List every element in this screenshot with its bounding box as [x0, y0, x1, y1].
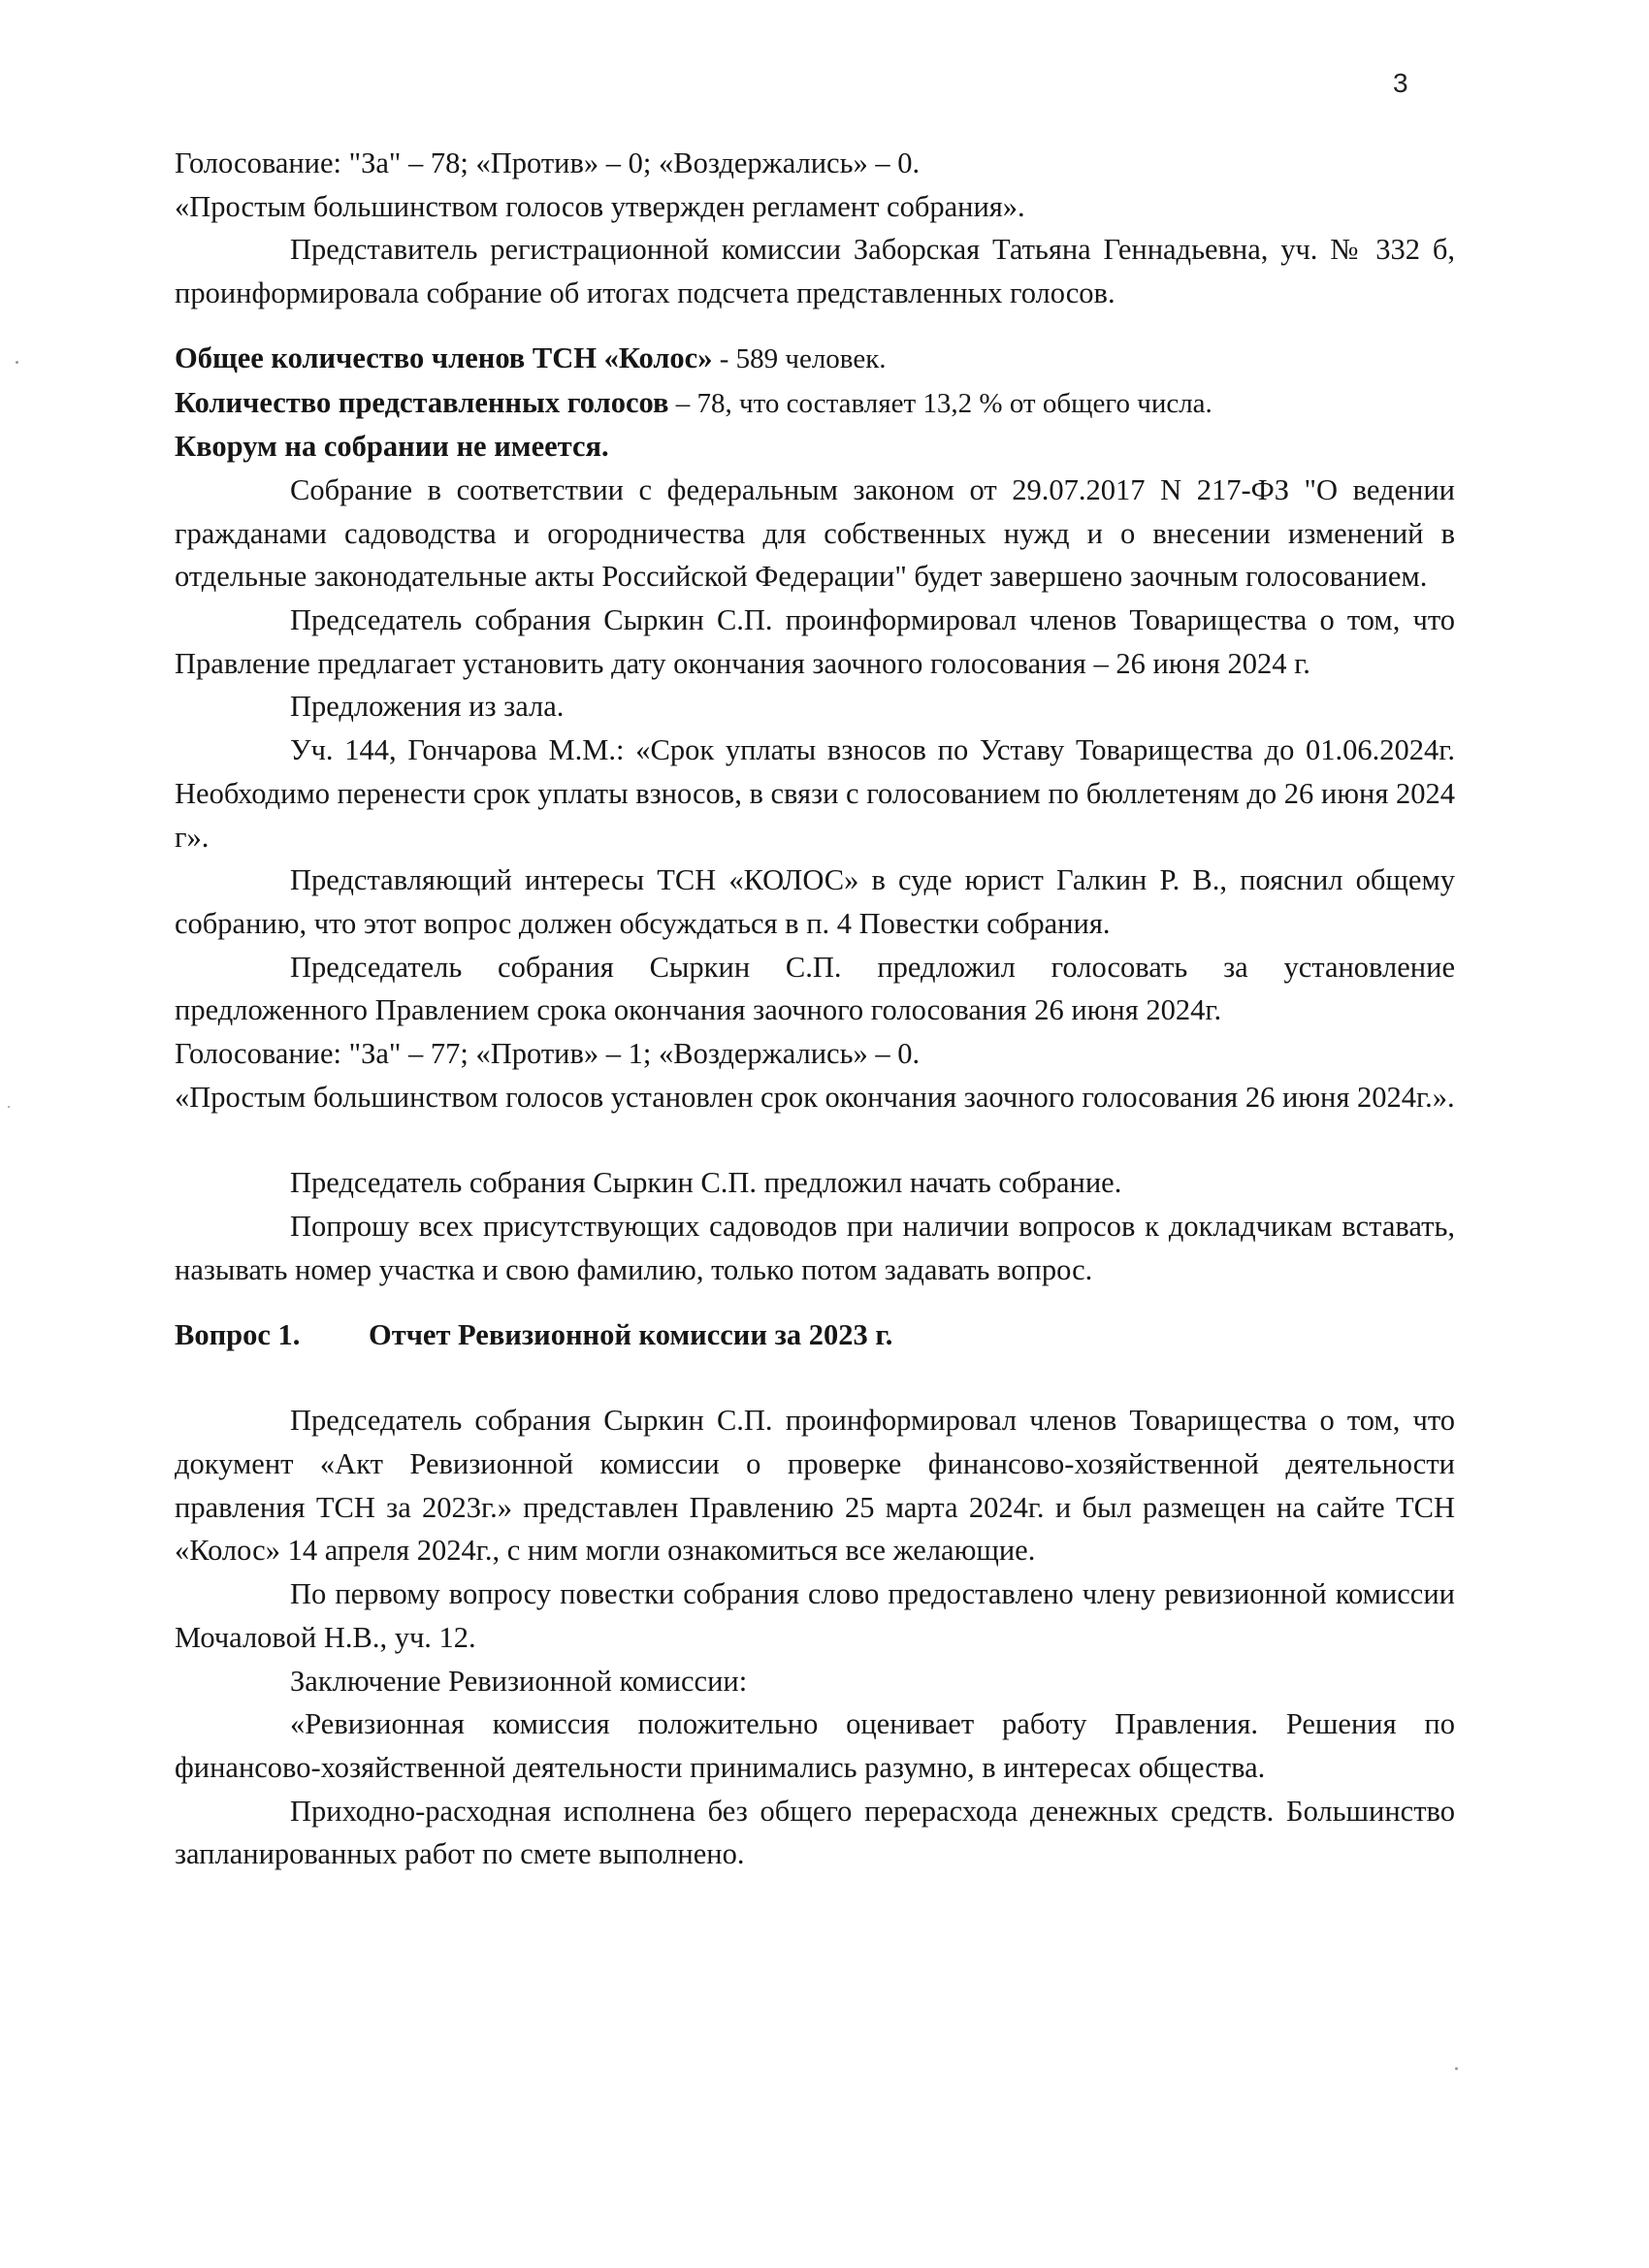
paragraph: Председатель собрания Сыркин С.П. предложил начать собрание.	[290, 1166, 1122, 1200]
statistic-label: Общее количество членов ТСН «Колос»	[175, 340, 713, 374]
spacer	[175, 1292, 1455, 1313]
paragraph: Представляющий интересы ТСН «КОЛОС» в суде юрист Галкин Р. В., пояснил общему собранию, что этот вопрос должен обсуждаться в п. 4 Повестки собрания.	[175, 863, 1455, 940]
voting-result: Голосование: "За" – 77; «Против» – 1; «Воздержались» – 0.	[175, 1037, 921, 1071]
paragraph: «Простым большинством голосов установлен срок окончания заочного голосования 26 июня 2024г.».	[175, 1080, 1455, 1114]
paragraph: Голосование: "За" – 78; «Против» – 0; «Воздержались» – 0.	[175, 146, 921, 179]
question-number: Вопрос 1.	[175, 1317, 301, 1351]
quorum-statement: Кворум на собрании не имеется.	[175, 430, 609, 464]
spacer	[175, 315, 1455, 337]
document-body	[175, 142, 1455, 1876]
scan-artifact	[8, 1106, 10, 1108]
paragraph: Председатель собрания Сыркин С.П. проинформировал членов Товарищества о том, что Правление предлагает установить дату окончания заочного голосования – 26 июня 2024 г.	[175, 603, 1455, 680]
paragraph: «Простым большинством голосов утвержден регламент собрания».	[175, 189, 1025, 223]
scan-artifact	[1455, 2067, 1458, 2070]
statistic-label: Количество представленных голосов	[175, 385, 669, 419]
paragraph: Приходно-расходная исполнена без общего перерасхода денежных средств. Большинство запланированных работ по смете выполнено.	[175, 1794, 1455, 1871]
paragraph: Предложения из зала.	[290, 690, 565, 724]
statistic-line	[175, 337, 1455, 381]
spacer	[175, 1356, 1455, 1399]
paragraph: Уч. 144, Гончарова М.М.: «Срок уплаты взносов по Уставу Товарищества до 01.06.2024г. Необходимо перенести срок уплаты взносов, в связи с голосованием по бюллетеням до 26 июня 2024 г».	[175, 733, 1455, 854]
paragraph: Председатель собрания Сыркин С.П. предложил голосовать за установление предложенного Правлением срока окончания заочного голосования 26 июня 2024г.	[175, 950, 1455, 1027]
statistic-value: – 78, что составляет 13,2 % от общего числа.	[668, 387, 1212, 419]
page-number: 3	[1393, 68, 1408, 98]
paragraph: Заключение Ревизионной комиссии:	[290, 1664, 748, 1698]
question-heading	[175, 1313, 1455, 1357]
scan-artifact	[16, 361, 18, 364]
paragraph: Попрошу всех присутствующих садоводов при наличии вопросов к докладчикам вставать, называть номер участка и свою фамилию, только потом задавать вопрос.	[175, 1210, 1455, 1286]
paragraph: Представитель регистрационной комиссии Заборская Татьяна Геннадьевна, уч. № 332 б, проинформировала собрание об итогах подсчета представленных голосов.	[175, 233, 1455, 310]
question-title: Отчет Ревизионной комиссии за 2023 г.	[369, 1317, 893, 1351]
spacer	[175, 1118, 1455, 1161]
statistic-line	[175, 381, 1455, 426]
statistic-value: - 589 человек.	[712, 342, 887, 374]
paragraph: По первому вопросу повестки собрания слово предоставлено члену ревизионной комиссии Мочаловой Н.В., уч. 12.	[175, 1577, 1455, 1654]
paragraph: Председатель собрания Сыркин С.П. проинформировал членов Товарищества о том, что документ «Акт Ревизионной комиссии о проверке финансово-хозяйственной деятельности правления ТСН за 2023г.» представлен Правлению 25 марта 2024г. и был размещен на сайте ТСН «Колос» 14 апреля 2024г., с ним могли ознакомиться все желающие.	[175, 1404, 1455, 1568]
paragraph: Собрание в соответствии с федеральным законом от 29.07.2017 N 217-ФЗ "О ведении гражданами садоводства и огородничества для собственных нужд и о внесении изменений в отдельные законодательные акты Российской Федерации" будет завершено заочным голосованием.	[175, 472, 1455, 594]
paragraph: «Ревизионная комиссия положительно оценивает работу Правления. Решения по финансово-хозяйственной деятельности принимались разумно, в интересах общества.	[175, 1707, 1455, 1784]
